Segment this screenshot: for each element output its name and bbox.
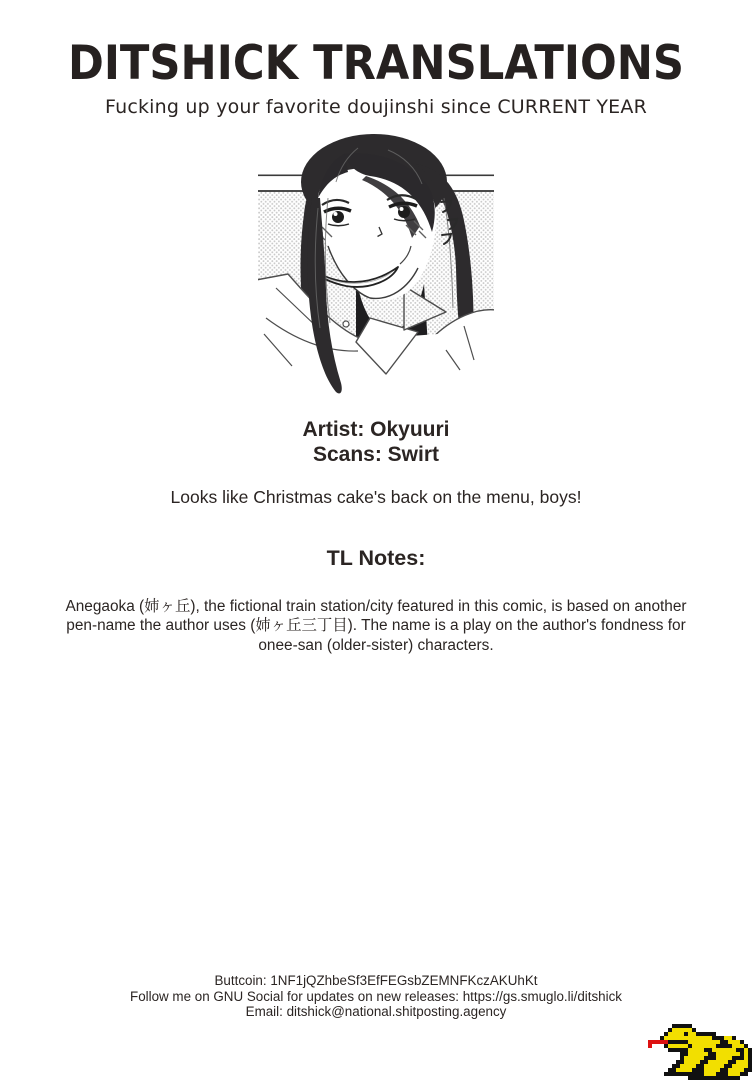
page-subtitle: Fucking up your favorite doujinshi since CURRENT YEAR [104,96,647,118]
tl-notes-heading: TL Notes: [326,546,426,570]
header [0,36,752,118]
page-title: DITSHICK TRANSLATIONS [67,36,685,91]
footer-gnusocial-line: Follow me on GNU Social for updates on new releases: https://gs.smuglo.li/ditshick [130,988,622,1004]
snake-pixel-icon [648,1024,752,1080]
manga-panel [258,128,494,398]
scans-credit-line: Scans: Swirt [312,443,440,466]
tagline-text: Looks like Christmas cake's back on the menu, boys! [170,487,582,507]
manga-illustration [258,128,494,398]
tl-notes-body: Anegaoka (姉ヶ丘), the fictional train station/city featured in this comic, is based on another pen-name the author uses (姉ヶ丘三丁目). The name is a play on the author's fondness for onee-san (older-sister) characters. [65,598,687,654]
tl-notes-section [0,546,752,655]
footer-email-line: Email: ditshick@national.shitposting.agency [245,1004,507,1020]
footer-buttcoin-line: Buttcoin: 1NF1jQZhbeSf3EfFEGsbZEMNFKczAKUhKt [214,973,538,988]
footer-block [0,973,752,1020]
credits-block [0,417,752,508]
artist-credit-line: Artist: Okyuuri [302,418,450,441]
